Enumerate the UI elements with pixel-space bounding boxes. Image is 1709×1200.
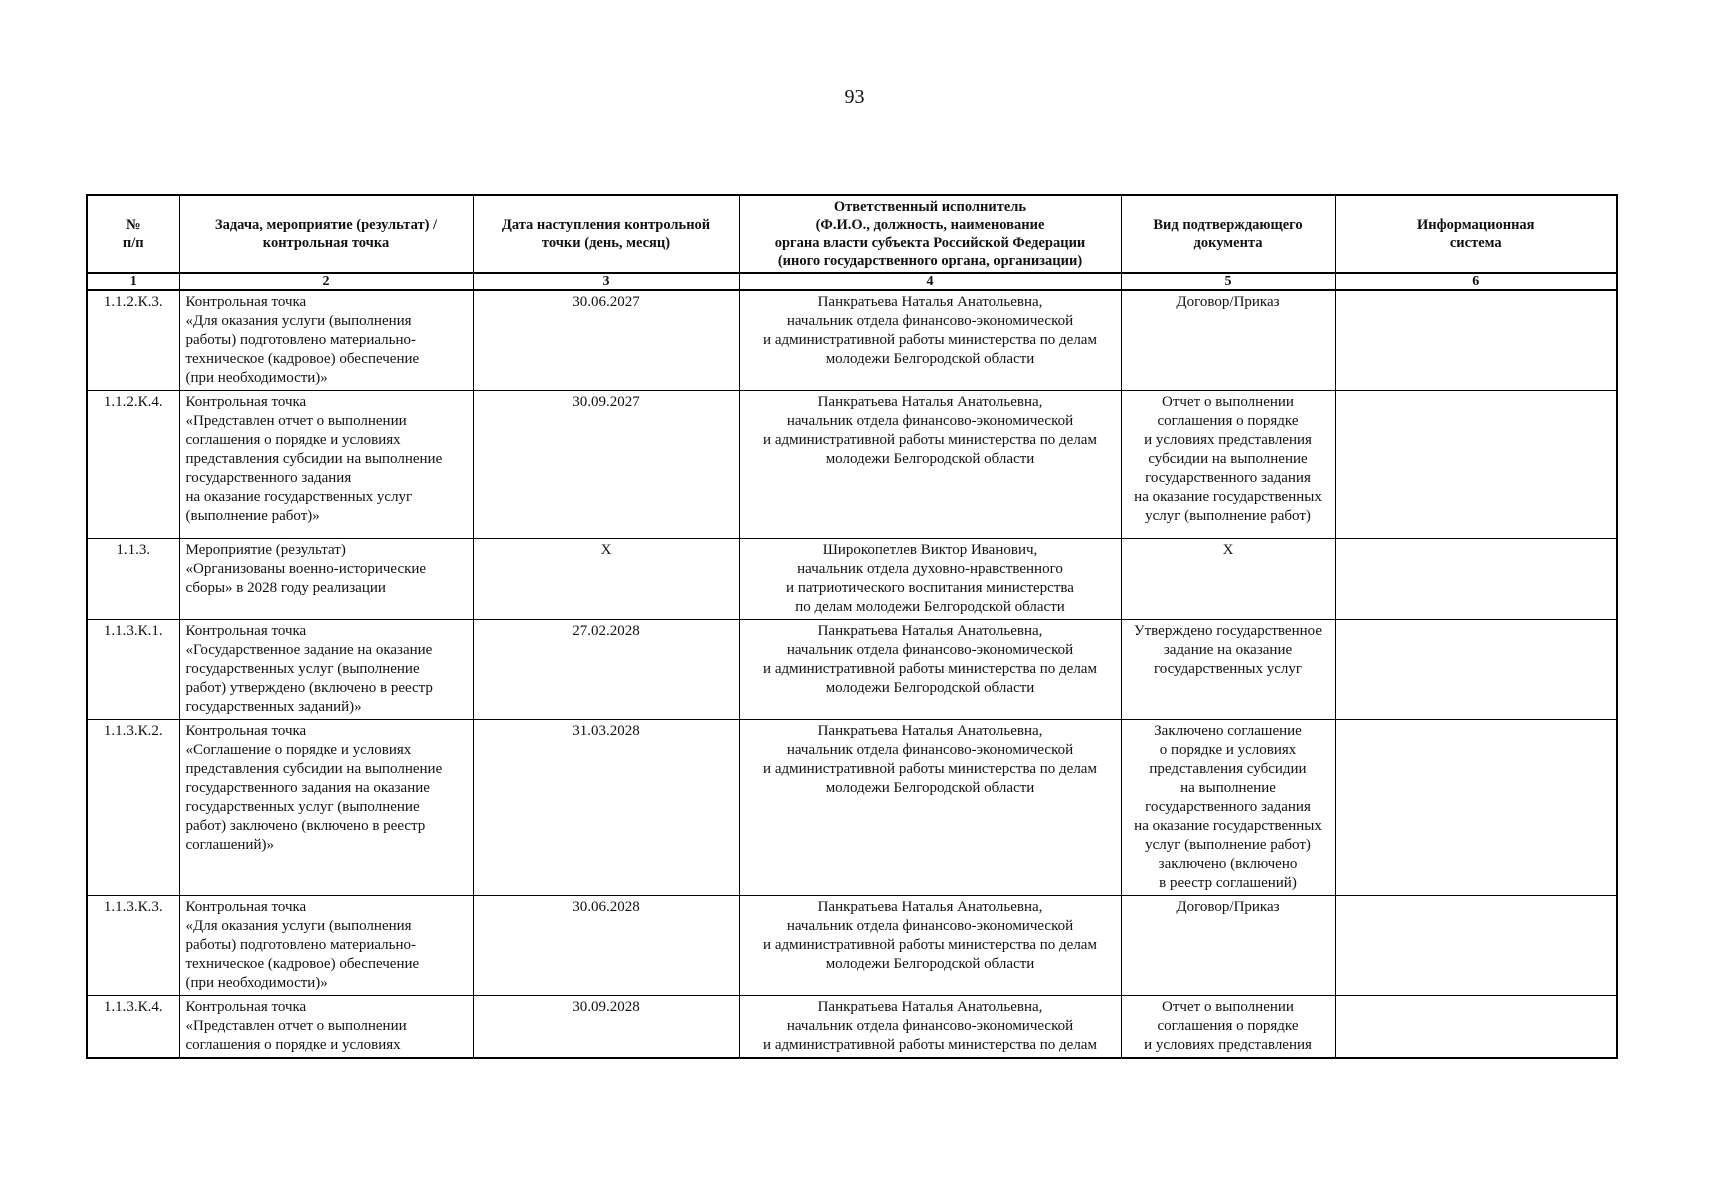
responsible-position-line: начальник отдела финансово-экономической <box>786 413 1074 429</box>
task-text-line: работ) утверждено (включено в реестр <box>185 680 433 696</box>
table-row <box>87 620 1617 720</box>
document-text-line: соглашения о порядке <box>1157 1018 1299 1034</box>
task-text-line: государственного задания <box>185 470 352 486</box>
responsible-cell <box>739 539 1121 620</box>
task-cell <box>179 896 473 996</box>
responsible-position-line: начальник отдела финансово-экономической <box>786 918 1074 934</box>
document-cell <box>1121 720 1335 896</box>
information-system-cell <box>1335 720 1617 896</box>
row-number-cell: 1.1.3.К.2. <box>87 720 179 896</box>
task-text-line: «Соглашение о порядке и условиях <box>185 742 412 758</box>
task-text-line: «Представлен отчет о выполнении <box>185 413 407 429</box>
task-text-line: работы) подготовлено материально- <box>185 937 416 953</box>
task-text-line: «Организованы военно-исторические <box>185 561 427 577</box>
table-row <box>87 896 1617 996</box>
header-text-line: (Ф.И.О., должность, наименование <box>815 217 1045 233</box>
header-cell <box>1335 195 1617 273</box>
document-text-line: о порядке и условиях <box>1159 742 1297 758</box>
task-cell <box>179 720 473 896</box>
task-type: Контрольная точка <box>185 899 307 915</box>
task-text-line: на оказание государственных услуг <box>185 489 413 505</box>
document-cell <box>1121 620 1335 720</box>
document-text-line: представления субсидии <box>1149 761 1307 777</box>
responsible-position-line: и административной работы министерства по делам <box>763 432 1097 448</box>
responsible-cell <box>739 896 1121 996</box>
control-points-table <box>86 194 1618 1059</box>
responsible-position-line: молодежи Белгородской области <box>825 351 1035 367</box>
document-cell <box>1121 996 1335 1059</box>
responsible-position-line: и административной работы министерства по делам <box>763 332 1097 348</box>
document-text-line: Х <box>1222 542 1234 558</box>
table-row <box>87 720 1617 896</box>
responsible-position-line: по делам молодежи Белгородской области <box>795 599 1065 615</box>
header-cell <box>739 195 1121 273</box>
responsible-cell <box>739 996 1121 1059</box>
task-text-line: государственных услуг (выполнение <box>185 799 420 815</box>
task-text-line: работы) подготовлено материально- <box>185 332 416 348</box>
document-cell <box>1121 896 1335 996</box>
document-text-line: субсидии на выполнение <box>1148 451 1308 467</box>
responsible-name: Панкратьева Наталья Анатольевна, <box>817 394 1043 410</box>
responsible-position-line: молодежи Белгородской области <box>825 451 1035 467</box>
task-text-line: представления субсидии на выполнение <box>185 451 443 467</box>
table-header <box>87 195 1617 290</box>
responsible-position-line: и патриотического воспитания министерства <box>786 580 1074 596</box>
task-text-line: соглашений)» <box>185 837 274 853</box>
task-description <box>186 1017 467 1055</box>
task-text-line: государственного задания на оказание <box>185 780 430 796</box>
document-text-line: государственного задания <box>1145 470 1311 486</box>
responsible-name: Панкратьева Наталья Анатольевна, <box>817 723 1043 739</box>
document-text-line: Утверждено государственное <box>1134 623 1322 639</box>
task-cell <box>179 620 473 720</box>
task-cell <box>179 539 473 620</box>
task-type: Мероприятие (результат) <box>185 542 346 558</box>
row-number-cell: 1.1.3.К.1. <box>87 620 179 720</box>
header-text-line: № <box>125 217 141 233</box>
responsible-position-line: начальник отдела финансово-экономической <box>786 313 1074 329</box>
header-text-line: п/п <box>122 235 144 251</box>
date-cell: 30.09.2028 <box>473 996 739 1059</box>
header-cell <box>1121 195 1335 273</box>
task-description <box>186 917 467 993</box>
document-text-line: на оказание государственных <box>1134 818 1322 834</box>
responsible-position <box>746 641 1115 698</box>
date-cell: 30.09.2027 <box>473 391 739 539</box>
document-text-line: и условиях представления <box>1144 1037 1312 1053</box>
date-cell: 30.06.2028 <box>473 896 739 996</box>
page-number: 93 <box>844 86 865 108</box>
responsible-position-line: начальник отдела финансово-экономической <box>786 742 1074 758</box>
row-number-cell: 1.1.2.К.4. <box>87 391 179 539</box>
task-text-line: соглашения о порядке и условиях <box>185 432 401 448</box>
task-text-line: соглашения о порядке и условиях <box>185 1037 401 1053</box>
document-text-line: Отчет о выполнении <box>1162 394 1294 410</box>
document-text-line: на выполнение <box>1180 780 1276 796</box>
task-text-line: сборы» в 2028 году реализации <box>185 580 386 596</box>
task-text-line: представления субсидии на выполнение <box>185 761 443 777</box>
document-text-line: услуг (выполнение работ) <box>1145 508 1311 524</box>
responsible-position-line: и административной работы министерства по делам <box>763 661 1097 677</box>
document-text-line: в реестр соглашений) <box>1159 875 1297 891</box>
information-system-cell <box>1335 391 1617 539</box>
column-number: 2 <box>179 273 473 290</box>
information-system-cell <box>1335 996 1617 1059</box>
document-text-line: задание на оказание <box>1163 642 1293 658</box>
document-cell <box>1121 391 1335 539</box>
date-cell: Х <box>473 539 739 620</box>
table-row <box>87 290 1617 391</box>
responsible-position <box>746 560 1115 617</box>
task-description <box>186 560 467 598</box>
header-text-line: Дата наступления контрольной <box>501 217 711 233</box>
document-text-line: государственного задания <box>1145 799 1311 815</box>
document-cell <box>1121 539 1335 620</box>
header-row <box>87 195 1617 273</box>
column-number-row <box>87 273 1617 290</box>
task-type: Контрольная точка <box>185 394 307 410</box>
document-text-line: соглашения о порядке <box>1157 413 1299 429</box>
information-system-cell <box>1335 539 1617 620</box>
task-cell <box>179 391 473 539</box>
document-text-line: заключено (включено <box>1158 856 1298 872</box>
responsible-position <box>746 312 1115 369</box>
responsible-name: Панкратьева Наталья Анатольевна, <box>817 999 1043 1015</box>
task-text-line: «Государственное задание на оказание <box>185 642 433 658</box>
task-type: Контрольная точка <box>185 294 307 310</box>
task-text-line: «Для оказания услуги (выполнения <box>185 918 412 934</box>
task-text-line: (выполнение работ)» <box>185 508 320 524</box>
task-text-line: (при необходимости)» <box>185 370 328 386</box>
column-number: 5 <box>1121 273 1335 290</box>
header-text-line: Ответственный исполнитель <box>833 199 1027 215</box>
task-text-line: «Для оказания услуги (выполнения <box>185 313 412 329</box>
header-text-line: (иного государственного органа, организации) <box>777 253 1083 269</box>
document-text-line: услуг (выполнение работ) <box>1145 837 1311 853</box>
column-number: 3 <box>473 273 739 290</box>
responsible-position-line: молодежи Белгородской области <box>825 956 1035 972</box>
task-description <box>186 312 467 388</box>
document-cell <box>1121 290 1335 391</box>
responsible-position <box>746 1017 1115 1055</box>
responsible-name: Панкратьева Наталья Анатольевна, <box>817 294 1043 310</box>
task-type: Контрольная точка <box>185 999 307 1015</box>
row-number-cell: 1.1.3. <box>87 539 179 620</box>
header-text-line: Информационная <box>1416 217 1535 233</box>
row-number-cell: 1.1.3.К.3. <box>87 896 179 996</box>
responsible-name: Широкопетлев Виктор Иванович, <box>822 542 1038 558</box>
task-text-line: государственных заданий)» <box>185 699 362 715</box>
responsible-position-line: и административной работы министерства по делам <box>763 937 1097 953</box>
header-text-line: Задача, мероприятие (результат) / <box>214 217 438 233</box>
task-text-line: техническое (кадровое) обеспечение <box>185 956 420 972</box>
task-description <box>186 641 467 717</box>
responsible-name: Панкратьева Наталья Анатольевна, <box>817 623 1043 639</box>
header-text-line: документа <box>1193 235 1263 251</box>
task-description <box>186 741 467 855</box>
column-number: 4 <box>739 273 1121 290</box>
table-row <box>87 996 1617 1059</box>
task-description <box>186 412 467 526</box>
responsible-position-line: и административной работы министерства по делам <box>763 761 1097 777</box>
document-text-line: Договор/Приказ <box>1176 899 1280 915</box>
row-number-cell: 1.1.2.К.3. <box>87 290 179 391</box>
task-text-line: работ) заключено (включено в реестр <box>185 818 426 834</box>
responsible-position-line: начальник отдела финансово-экономической <box>786 1018 1074 1034</box>
header-text-line: точки (день, месяц) <box>541 235 671 251</box>
row-number-cell: 1.1.3.К.4. <box>87 996 179 1059</box>
responsible-position-line: начальник отдела духовно-нравственного <box>797 561 1063 577</box>
responsible-cell <box>739 620 1121 720</box>
document-text-line: государственных услуг <box>1153 661 1302 677</box>
responsible-position <box>746 917 1115 974</box>
task-type: Контрольная точка <box>185 723 307 739</box>
date-cell: 30.06.2027 <box>473 290 739 391</box>
responsible-cell <box>739 290 1121 391</box>
task-type: Контрольная точка <box>185 623 307 639</box>
date-cell: 31.03.2028 <box>473 720 739 896</box>
task-text-line: (при необходимости)» <box>185 975 328 991</box>
document-text-line: Отчет о выполнении <box>1162 999 1294 1015</box>
document-text-line: Заключено соглашение <box>1154 723 1302 739</box>
responsible-position-line: начальник отдела финансово-экономической <box>786 642 1074 658</box>
responsible-position-line: молодежи Белгородской области <box>825 680 1035 696</box>
task-cell <box>179 290 473 391</box>
responsible-cell <box>739 720 1121 896</box>
task-text-line: государственных услуг (выполнение <box>185 661 420 677</box>
responsible-position-line: молодежи Белгородской области <box>825 780 1035 796</box>
responsible-position-line: и административной работы министерства по делам <box>763 1037 1097 1053</box>
header-cell <box>473 195 739 273</box>
table-body <box>87 290 1617 1058</box>
header-text-line: Вид подтверждающего <box>1153 217 1303 233</box>
information-system-cell <box>1335 620 1617 720</box>
information-system-cell <box>1335 896 1617 996</box>
table-row <box>87 539 1617 620</box>
task-text-line: «Представлен отчет о выполнении <box>185 1018 407 1034</box>
header-cell <box>179 195 473 273</box>
responsible-position <box>746 741 1115 798</box>
task-text-line: техническое (кадровое) обеспечение <box>185 351 420 367</box>
header-cell <box>87 195 179 273</box>
document-text-line: Договор/Приказ <box>1176 294 1280 310</box>
document-text-line: на оказание государственных <box>1134 489 1322 505</box>
responsible-cell <box>739 391 1121 539</box>
header-text-line: контрольная точка <box>262 235 390 251</box>
header-text-line: органа власти субъекта Российской Федерации <box>774 235 1086 251</box>
responsible-position <box>746 412 1115 469</box>
task-cell <box>179 996 473 1059</box>
header-text-line: система <box>1449 235 1502 251</box>
date-cell: 27.02.2028 <box>473 620 739 720</box>
column-number: 1 <box>87 273 179 290</box>
column-number: 6 <box>1335 273 1617 290</box>
responsible-name: Панкратьева Наталья Анатольевна, <box>817 899 1043 915</box>
information-system-cell <box>1335 290 1617 391</box>
table-row <box>87 391 1617 539</box>
document-text-line: и условиях представления <box>1144 432 1312 448</box>
